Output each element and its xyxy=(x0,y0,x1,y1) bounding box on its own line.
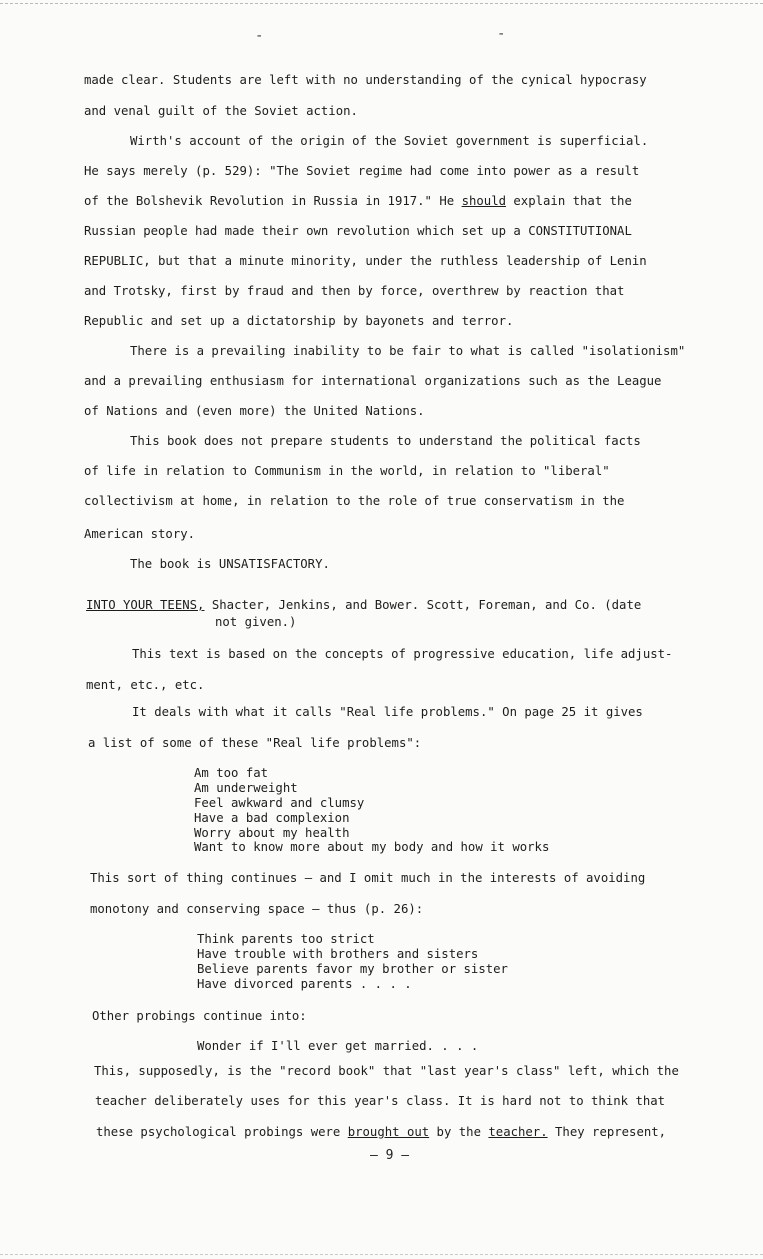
text-line: REPUBLIC, but that a minute minority, under the ruthless leadership of Lenin xyxy=(84,254,647,268)
list-item: Have a bad complexion xyxy=(194,811,350,825)
list-item: Am underweight xyxy=(194,781,298,795)
citation-line: INTO YOUR TEENS, Shacter, Jenkins, and Bower. Scott, Foreman, and Co. (date xyxy=(86,598,642,612)
text-line: This text is based on the concepts of progressive education, life adjust- xyxy=(132,647,673,661)
text-line: of life in relation to Communism in the world, in relation to "liberal" xyxy=(84,464,610,478)
text-line: Wirth's account of the origin of the Soviet government is superficial. xyxy=(130,134,649,148)
text-line: and a prevailing enthusiasm for international organizations such as the League xyxy=(84,374,662,388)
text-line: ment, etc., etc. xyxy=(86,678,205,692)
list-item: Have trouble with brothers and sisters xyxy=(197,947,479,961)
bottom-perforation xyxy=(0,1254,763,1255)
text-line: these psychological probings were brought out by the teacher. They represent, xyxy=(96,1125,667,1139)
text-line: collectivism at home, in relation to the role of true conservatism in the xyxy=(84,494,625,508)
list-item: Have divorced parents . . . . xyxy=(197,977,412,991)
text-line: This sort of thing continues — and I omit much in the interests of avoiding xyxy=(90,871,646,885)
text-line: and venal guilt of the Soviet action. xyxy=(84,104,358,118)
list-item: Am too fat xyxy=(194,766,269,780)
page-number: – 9 – xyxy=(370,1148,410,1163)
list-item: Think parents too strict xyxy=(197,932,375,946)
list-item: Want to know more about my body and how it works xyxy=(194,840,550,854)
list-item: Worry about my health xyxy=(194,826,350,840)
text-line: and Trotsky, first by fraud and then by force, overthrew by reaction that xyxy=(84,284,625,298)
text-line: made clear. Students are left with no understanding of the cynical hypocrasy xyxy=(84,73,647,87)
text-line: a list of some of these "Real life problems": xyxy=(88,736,422,750)
text-line: teacher deliberately uses for this year's class. It is hard not to think that xyxy=(95,1094,666,1108)
text-line: Republic and set up a dictatorship by bayonets and terror. xyxy=(84,314,514,328)
text-line: The book is UNSATISFACTORY. xyxy=(130,557,330,571)
underlined-word: teacher. xyxy=(488,1125,548,1139)
text-line: American story. xyxy=(84,527,196,541)
text-line: There is a prevailing inability to be fair to what is called "isolationism" xyxy=(130,344,686,358)
text-line: monotony and conserving space — thus (p. 26): xyxy=(90,902,424,916)
underlined-phrase: brought out xyxy=(347,1125,430,1139)
top-perforation xyxy=(0,3,763,4)
list-item: Feel awkward and clumsy xyxy=(194,796,365,810)
scan-mark: - xyxy=(497,26,506,42)
text-line: of Nations and (even more) the United Nations. xyxy=(84,404,425,418)
text-line: Other probings continue into: xyxy=(92,1009,307,1023)
underlined-word: should xyxy=(461,194,506,208)
text-line: This, supposedly, is the "record book" that "last year's class" left, which the xyxy=(94,1064,679,1078)
list-item: Believe parents favor my brother or sister xyxy=(197,962,508,976)
citation-line: not given.) xyxy=(215,615,297,629)
text-line: This book does not prepare students to understand the political facts xyxy=(130,434,641,448)
text-line: of the Bolshevik Revolution in Russia in 1917." He should explain that the xyxy=(84,194,632,208)
text-line: It deals with what it calls "Real life problems." On page 25 it gives xyxy=(132,705,643,719)
text-line: Russian people had made their own revolution which set up a CONSTITUTIONAL xyxy=(84,224,632,238)
text-line: He says merely (p. 529): "The Soviet regime had come into power as a result xyxy=(84,164,640,178)
scan-mark: - xyxy=(255,28,264,44)
list-item: Wonder if I'll ever get married. . . . xyxy=(197,1039,479,1053)
book-title: INTO YOUR TEENS, xyxy=(86,598,205,612)
